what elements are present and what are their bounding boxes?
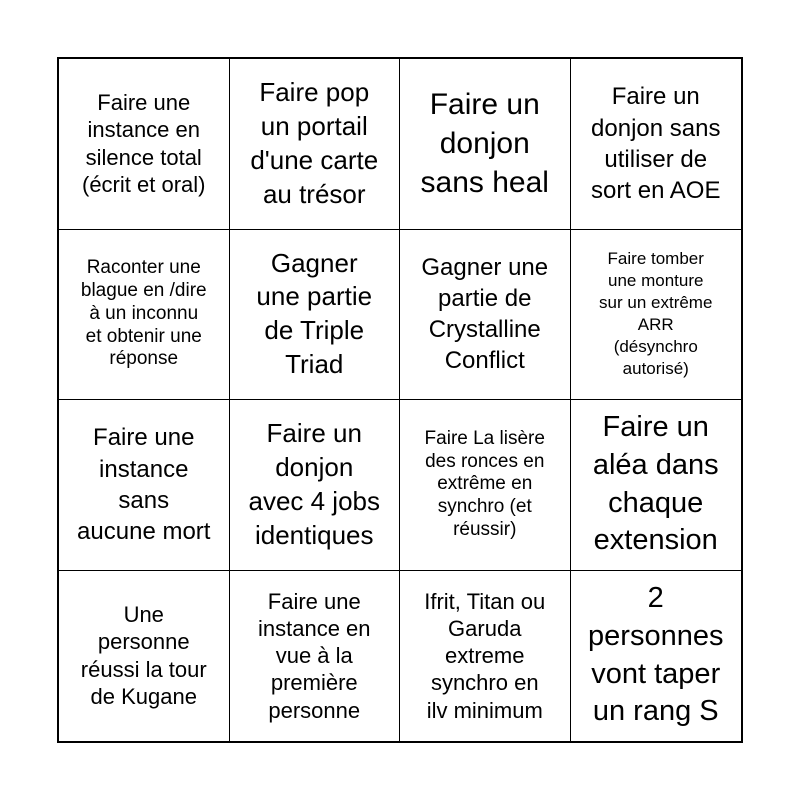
bingo-cell[interactable]: Gagner une partie de Crystalline Conflict xyxy=(400,230,571,401)
bingo-cell[interactable]: Une personne réussi la tour de Kugane xyxy=(59,571,230,742)
bingo-cell[interactable]: Faire tomber une monture sur un extrême ARR (désynchro autorisé) xyxy=(571,230,742,401)
bingo-cell[interactable]: Faire un donjon sans heal xyxy=(400,59,571,230)
bingo-cell[interactable]: Raconter une blague en /dire à un inconnu et obtenir une réponse xyxy=(59,230,230,401)
bingo-cell[interactable]: Faire un donjon avec 4 jobs identiques xyxy=(230,400,401,571)
bingo-cell[interactable]: Faire La lisère des ronces en extrême en synchro (et réussir) xyxy=(400,400,571,571)
bingo-cell[interactable]: Faire une instance sans aucune mort xyxy=(59,400,230,571)
bingo-cell[interactable]: Faire une instance en vue à la première personne xyxy=(230,571,401,742)
bingo-cell[interactable]: Faire une instance en silence total (écrit et oral) xyxy=(59,59,230,230)
bingo-card xyxy=(57,57,743,743)
bingo-cell[interactable]: Faire un donjon sans utiliser de sort en AOE xyxy=(571,59,742,230)
bingo-cell[interactable]: 2 personnes vont taper un rang S xyxy=(588,582,724,728)
bingo-cell[interactable]: Gagner une partie de Triple Triad xyxy=(230,230,401,401)
bingo-cell[interactable]: Faire pop un portail d'une carte au trésor xyxy=(230,59,401,230)
bingo-cell[interactable]: Faire un aléa dans chaque extension xyxy=(571,400,742,571)
bingo-cell[interactable]: Ifrit, Titan ou Garuda extreme synchro en ilv minimum xyxy=(400,571,571,742)
